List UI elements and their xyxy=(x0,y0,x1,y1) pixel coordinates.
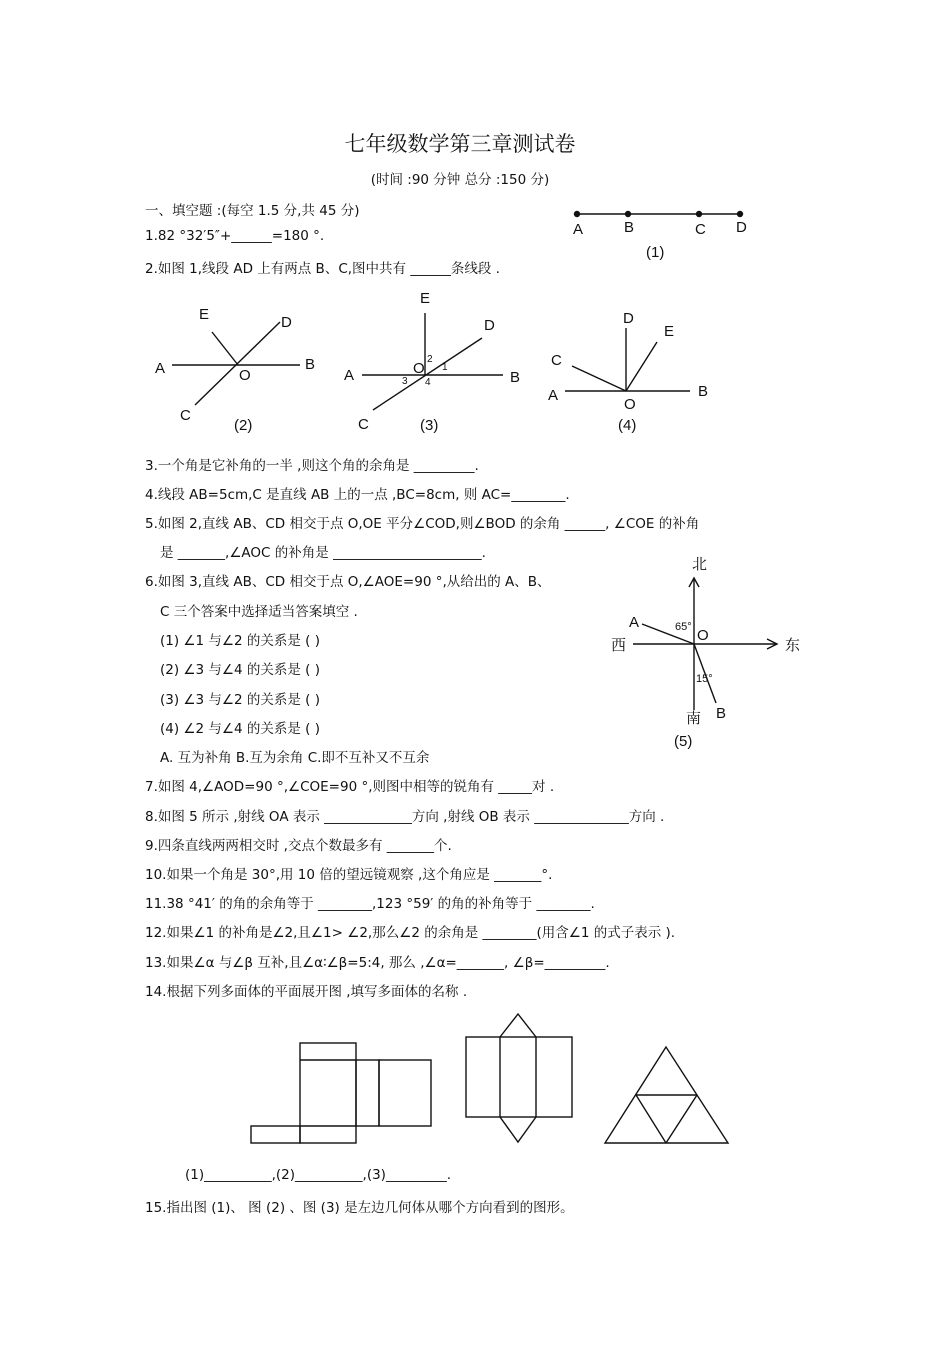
figure-2 xyxy=(172,322,300,405)
page-title: 七年级数学第三章测试卷 xyxy=(344,132,576,156)
question-6-part1: (1) ∠1 与∠2 的关系是 ( ) xyxy=(160,633,320,649)
figure-5 xyxy=(633,578,777,710)
fig4-label-b: B xyxy=(698,383,709,400)
fig5-north: 北 xyxy=(692,556,708,573)
question-11: 11.38 °41′ 的角的余角等于 ________,123 °59′ 的角的补角等于 ________. xyxy=(145,896,595,912)
fig3-angle-4: 4 xyxy=(425,377,431,388)
question-4: 4.线段 AB=5cm,C 是直线 AB 上的一点 ,BC=8cm, 则 AC=________. xyxy=(145,487,570,503)
fig5-east: 东 xyxy=(785,637,801,654)
fig3-angle-2: 2 xyxy=(427,354,433,365)
fig3-label-e: E xyxy=(420,290,431,307)
question-6-line1: 6.如图 3,直线 AB、CD 相交于点 O,∠AOE=90 °,从给出的 A、B、 xyxy=(145,574,551,590)
fig3-label-c: C xyxy=(358,416,369,433)
question-7: 7.如图 4,∠AOD=90 °,∠COE=90 °,则图中相等的锐角有 _____对 . xyxy=(145,779,555,795)
question-3: 3.一个角是它补角的一半 ,则这个角的余角是 _________. xyxy=(145,458,479,474)
fig3-label-a: A xyxy=(344,367,355,384)
fig2-label-a: A xyxy=(155,360,166,377)
question-1: 1.82 °32′5″+______=180 °. xyxy=(145,228,325,244)
fig4-label-c: C xyxy=(551,352,562,369)
fig2-label-c: C xyxy=(180,407,191,424)
question-9: 9.四条直线两两相交时 ,交点个数最多有 _______个. xyxy=(145,838,452,854)
fig5-label-b: B xyxy=(716,705,727,722)
fig2-label-o: O xyxy=(239,367,251,384)
fig4-label-o: O xyxy=(624,396,636,413)
fig1-label-c: C xyxy=(695,221,706,238)
fig2-label-e: E xyxy=(199,306,210,323)
fig2-label-d: D xyxy=(281,314,292,331)
net-tetrahedron xyxy=(605,1047,728,1143)
fig5-south: 南 xyxy=(686,710,702,727)
question-15: 15.指出图 (1)、 图 (2) 、图 (3) 是左边几何体从哪个方向看到的图形。 xyxy=(145,1200,574,1216)
net-prism xyxy=(466,1014,572,1142)
figure-1 xyxy=(575,212,743,217)
question-8: 8.如图 5 所示 ,射线 OA 表示 _____________方向 ,射线 OB 表示 ______________方向 . xyxy=(145,809,665,825)
exam-subtitle: (时间 :90 分钟 总分 :150 分) xyxy=(370,172,550,188)
question-12: 12.如果∠1 的补角是∠2,且∠1> ∠2,那么∠2 的余角是 ________(用含∠1 的式子表示 ). xyxy=(145,925,676,941)
fig5-label-a: A xyxy=(629,614,640,631)
fig1-label-a: A xyxy=(573,221,584,238)
fig2-label-b: B xyxy=(305,356,316,373)
fig5-angle-15: 15° xyxy=(696,673,713,685)
question-6-options: A. 互为补角 B.互为余角 C.即不互补又不互余 xyxy=(160,750,430,766)
question-5-line1: 5.如图 2,直线 AB、CD 相交于点 O,OE 平分∠COD,则∠BOD 的余角 ______, ∠COE 的补角 xyxy=(145,516,700,532)
fig5-label-o: O xyxy=(697,627,709,644)
question-6-line2: C 三个答案中选择适当答案填空 . xyxy=(160,604,358,620)
fig4-label-e: E xyxy=(664,323,675,340)
question-13: 13.如果∠α 与∠β 互补,且∠α∶∠β=5:4, 那么 ,∠α=_______, ∠β=_________. xyxy=(145,955,610,971)
fig2-caption: (2) xyxy=(234,417,253,434)
fig3-label-d: D xyxy=(484,317,495,334)
fig5-caption: (5) xyxy=(674,733,693,750)
fig1-label-b: B xyxy=(624,219,635,236)
fig3-angle-1: 1 xyxy=(442,362,448,373)
fig1-caption: (1) xyxy=(646,244,665,261)
question-2: 2.如图 1,线段 AD 上有两点 B、C,图中共有 ______条线段 . xyxy=(145,261,500,277)
fig5-angle-65: 65° xyxy=(675,621,692,633)
net-cuboid xyxy=(251,1043,431,1143)
fig4-label-a: A xyxy=(548,387,559,404)
fig3-caption: (3) xyxy=(420,417,439,434)
fig4-caption: (4) xyxy=(618,417,637,434)
fig5-west: 西 xyxy=(611,637,627,654)
fig3-label-o: O xyxy=(413,360,425,377)
question-6-part3: (3) ∠3 与∠2 的关系是 ( ) xyxy=(160,692,320,708)
question-6-part4: (4) ∠2 与∠4 的关系是 ( ) xyxy=(160,721,320,737)
fig3-label-b: B xyxy=(510,369,521,386)
section-heading: 一、填空题 :(每空 1.5 分,共 45 分) xyxy=(145,203,360,219)
fig1-label-d: D xyxy=(736,219,747,236)
question-5-line2: 是 _______,∠AOC 的补角是 ______________________. xyxy=(160,545,486,561)
fig3-angle-3: 3 xyxy=(402,376,408,387)
question-10: 10.如果一个角是 30°,用 10 倍的望远镜观察 ,这个角应是 _______°. xyxy=(145,867,553,883)
question-14: 14.根据下列多面体的平面展开图 ,填写多面体的名称 . xyxy=(145,984,468,1000)
fig4-label-d: D xyxy=(623,310,634,327)
question-14-answers: (1)__________,(2)__________,(3)_________. xyxy=(185,1167,451,1183)
question-6-part2: (2) ∠3 与∠4 的关系是 ( ) xyxy=(160,662,320,678)
